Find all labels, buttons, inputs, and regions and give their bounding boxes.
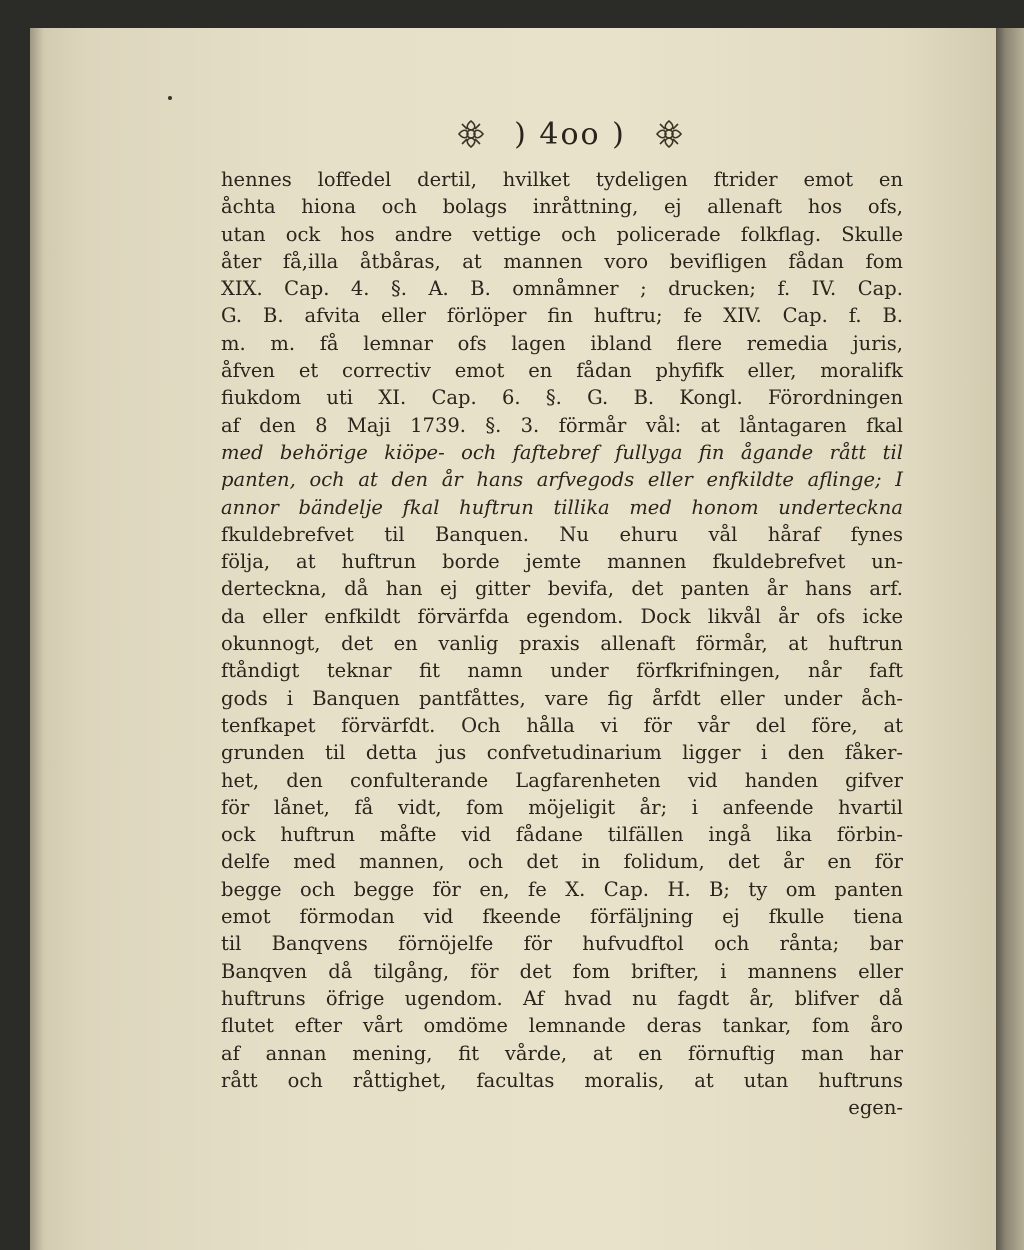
text-line: emot förmodan vid fkeende förfäljning ej fkulle tiena [221,905,903,929]
text-line: utan ock hos andre vettige och policerade folkflag. Skulle [221,222,903,246]
body-text [221,166,903,1121]
text-line: gods i Banquen pantfåttes, vare fig årfdt eller under åch- [221,686,903,710]
text-line: panten, och at den år hans arfvegods eller enfkildte aflinge; I [221,468,903,492]
text-line: huftruns öfrige ugendom. Af hvad nu fagdt år, blifver då [221,986,903,1010]
text-line: tenfkapet förvärfdt. Och hålla vi för vår del före, at [221,713,903,737]
text-line: hennes loffedel dertil, hvilket tydeligen ftrider emot en [221,168,903,191]
text-line: fkuldebrefvet til Banquen. Nu ehuru vål håraf fynes [221,522,903,546]
text-line: da eller enfkildt förvärfda egendom. Dock likvål år ofs icke [221,604,903,628]
text-line: begge och begge för en, fe X. Cap. H. B; ty om panten [221,877,903,901]
text-line: annor bändelje fkal huftrun tillika med honom underteckna [221,495,903,519]
text-line: åchta hiona och bolags inråttning, ej allenaft hos ofs, [221,195,903,219]
text-line: delfe med mannen, och det in folidum, det år en för [221,850,903,874]
text-line: ock huftrun måfte vid fådane tilfällen ingå lika förbin- [221,823,903,847]
text-line: het, den confulterande Lagfarenheten vid handen gifver [221,768,903,792]
text-line: åter få,illa åtbåras, at mannen voro bevifligen fådan fom [221,249,903,273]
floral-ornament-icon [654,117,684,151]
text-line: åfven et correctiv emot en fådan phyfifk eller, moralifk [221,359,903,383]
text-line: m. m. få lemnar ofs lagen ibland flere remedia juris, [221,331,903,355]
text-line: fiukdom uti XI. Cap. 6. §. G. B. Kongl. Förordningen [221,386,903,410]
page-edge [996,28,1024,1250]
page-header [395,112,745,156]
text-line: med behörige kiöpe- och faftebref fullyga fin ågande rått til [221,440,903,464]
text-line: derteckna, då han ej gitter bevifa, det panten år hans arf. [221,577,903,601]
text-line: okunnogt, det en vanlig praxis allenaft förmår, at huftrun [221,632,903,656]
floral-ornament-icon [456,117,486,151]
text-line: af den 8 Maji 1739. §. 3. förmår vål: at låntagaren fkal [221,413,903,437]
text-line: grunden til detta jus confvetudinarium ligger i den fåker- [221,741,903,765]
text-line: för lånet, få vidt, fom möjeligit år; i anfeende hvartil [221,795,903,819]
text-line: XIX. Cap. 4. §. A. B. omnåmner ; drucken; f. IV. Cap. [221,277,903,301]
catchword: egen- [848,1096,903,1120]
text-line: rått och råttighet, facultas moralis, at utan huftruns [221,1068,903,1092]
text-line: til Banqvens förnöjelfe för hufvudftol och rånta; bar [221,932,903,956]
text-line: följa, at huftrun borde jemte mannen fkuldebrefvet un- [221,550,903,574]
text-line: Banqven då tilgång, för det fom brifter, i mannens eller [221,959,903,983]
gutter-shadow [30,28,44,1250]
text-line: flutet efter vårt omdöme lemnande deras tankar, fom åro [221,1014,903,1038]
ink-speck [168,96,172,100]
page-number: ) 4oo ) [514,116,626,152]
text-line: af annan mening, fit vårde, at en förnuftig man har [221,1041,903,1065]
text-line: G. B. afvita eller förlöper fin huftru; fe XIV. Cap. f. B. [221,304,903,328]
text-line: ftåndigt teknar fit namn under förfkrifningen, når faft [221,659,903,683]
